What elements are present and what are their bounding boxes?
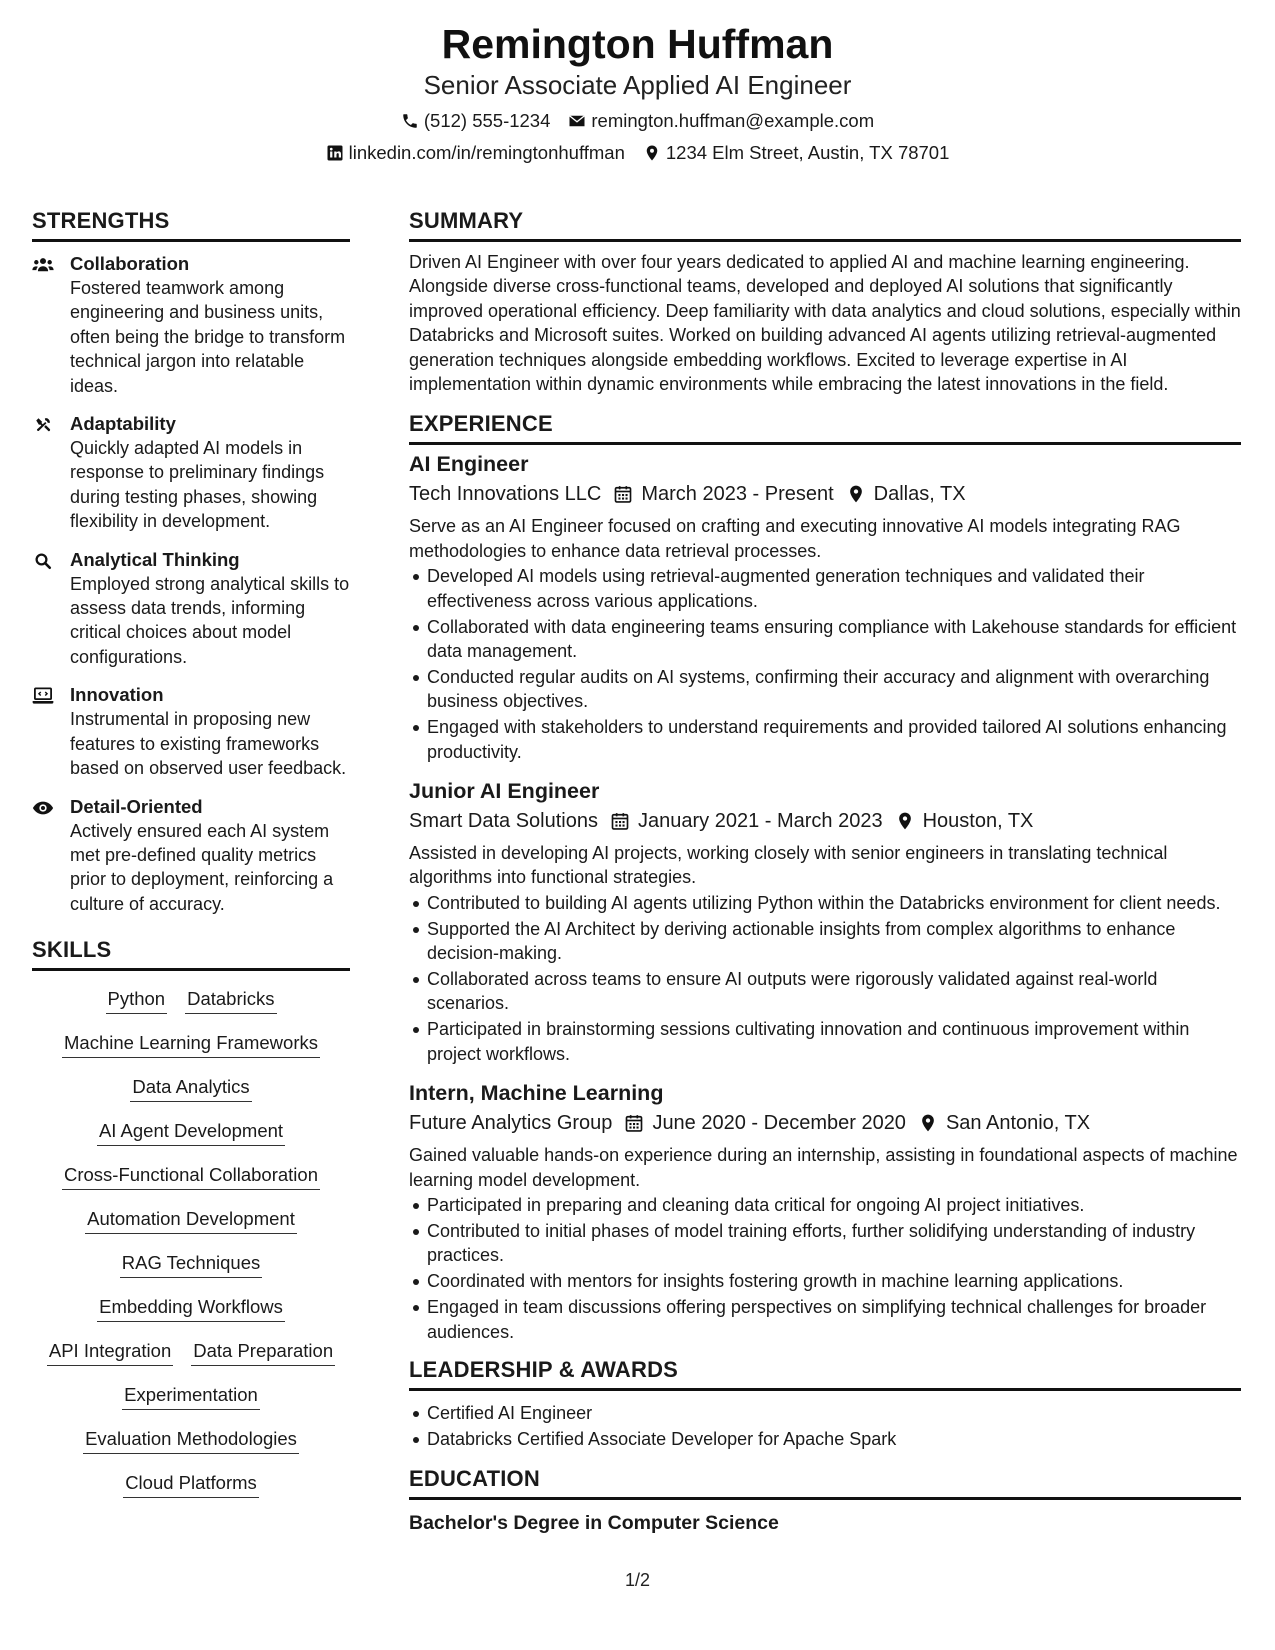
list-item: Certified AI Engineer [427, 1401, 1241, 1425]
section-divider [409, 1388, 1241, 1391]
skill-tag: Automation Development [85, 1207, 297, 1234]
map-pin-icon [846, 484, 866, 504]
section-divider [409, 239, 1241, 242]
page-number: 1/2 [624, 1570, 651, 1590]
address-text: 1234 Elm Street, Austin, TX 78701 [665, 142, 950, 163]
strength-title: Collaboration [70, 253, 190, 274]
strength-text: Instrumental in proposing new features to existing frameworks based on observed user feedback. [70, 709, 347, 779]
awards-list [409, 1401, 1241, 1451]
calendar-icon [624, 1113, 644, 1133]
job-dates: March 2023 - Present [641, 483, 834, 506]
education-degree: Bachelor's Degree in Computer Science [409, 1512, 779, 1535]
strength-text: Quickly adapted AI models in response to preliminary findings during testing phases, showing flexibility in development. [70, 438, 325, 532]
summary-text: Driven AI Engineer with over four years dedicated to applied AI and machine learning engineering. Alongside diverse cross-functional teams, developed and deployed AI solutions that significantly improved operational efficiency. Deep familiarity with data analytics and cloud solutions, especially within Databricks and Microsoft suites. Worked on building advanced AI agents utilizing retrieval-augmented generation techniques alongside embedding workflows. Excited to leverage expertise in AI implementation within dynamic environments while embracing the latest innovations in the field. [409, 252, 1241, 395]
job-meta [409, 1109, 1241, 1137]
job-title: AI Engineer [409, 452, 529, 477]
linkedin-text: linkedin.com/in/remingtonhuffman [348, 142, 625, 163]
company-name: Tech Innovations LLC [409, 483, 602, 506]
job-dates: June 2020 - December 2020 [652, 1112, 906, 1135]
strength-title: Innovation [70, 684, 164, 706]
strength-item [32, 683, 350, 780]
linkedin-contact[interactable] [326, 142, 625, 164]
list-item: Engaged in team discussions offering perspectives on simplifying technical challenges for broader audiences. [427, 1295, 1241, 1344]
job-location: Houston, TX [922, 810, 1034, 832]
strength-item [32, 548, 350, 670]
job-description: Serve as an AI Engineer focused on crafting and executing innovative AI models integrating RAG methodologies to enhance data retrieval processes. [409, 516, 1181, 561]
address-contact [643, 142, 950, 164]
company-name: Smart Data Solutions [409, 810, 598, 832]
skill-tag: Experimentation [122, 1383, 260, 1410]
list-item: Engaged with stakeholders to understand requirements and provided tailored AI solutions enhancing productivity. [427, 715, 1241, 764]
left-column [32, 207, 350, 1515]
contact-row-2 [0, 142, 1275, 164]
laptop-code-icon [32, 687, 54, 705]
calendar-icon [610, 811, 630, 831]
candidate-name: Remington Huffman [441, 21, 834, 67]
skills-list [32, 981, 350, 1498]
job-meta [409, 807, 1241, 835]
section-divider [32, 239, 350, 242]
skill-tag: Data Analytics [130, 1075, 251, 1102]
eye-icon [32, 799, 54, 817]
list-item: Participated in preparing and cleaning data critical for ongoing AI project initiatives. [427, 1193, 1241, 1217]
job-bullets [409, 891, 1241, 1066]
job-bullets [409, 564, 1241, 764]
skill-tag: Cloud Platforms [123, 1471, 259, 1498]
list-item: Coordinated with mentors for insights fostering growth in machine learning applications. [427, 1269, 1241, 1293]
phone-icon [401, 112, 419, 130]
job-entry [409, 1078, 1241, 1344]
calendar-icon [613, 484, 633, 504]
skill-tag: Cross-Functional Collaboration [62, 1163, 320, 1190]
envelope-icon [568, 112, 586, 130]
skill-tag: Data Preparation [191, 1339, 335, 1366]
list-item: Conducted regular audits on AI systems, confirming their accuracy and alignment with overarching business objectives. [427, 665, 1241, 714]
skill-tag: RAG Techniques [120, 1251, 263, 1278]
leadership-heading: LEADERSHIP & AWARDS [409, 1356, 679, 1382]
experience-heading: EXPERIENCE [409, 411, 553, 437]
strength-title: Detail-Oriented [70, 795, 203, 817]
phone-text: (512) 555-1234 [423, 110, 551, 131]
skill-tag: API Integration [47, 1339, 173, 1366]
search-icon [32, 552, 54, 570]
job-title: Junior AI Engineer [409, 779, 600, 803]
summary-heading: SUMMARY [409, 208, 524, 233]
list-item: Developed AI models using retrieval-augmented generation techniques and validated their effectiveness across various applications. [427, 564, 1241, 613]
job-dates: January 2021 - March 2023 [637, 810, 883, 832]
map-pin-icon [918, 1113, 938, 1133]
resume-header [0, 20, 1275, 164]
skill-tag: AI Agent Development [97, 1119, 285, 1146]
map-pin-icon [643, 144, 661, 162]
strength-text: Employed strong analytical skills to assess data trends, informing critical choices about model configurations. [70, 573, 350, 667]
job-location: San Antonio, TX [945, 1112, 1091, 1135]
job-bullets [409, 1193, 1241, 1344]
skill-tag: Python [106, 987, 168, 1014]
linkedin-icon [326, 144, 344, 162]
company-name: Future Analytics Group [409, 1112, 613, 1135]
email-text: remington.huffman@example.com [591, 110, 875, 131]
strength-item [32, 795, 350, 917]
strengths-heading: STRENGTHS [32, 208, 170, 233]
list-item: Contributed to initial phases of model training efforts, further solidifying understanding of industry practices. [427, 1219, 1241, 1268]
list-item: Collaborated across teams to ensure AI outputs were rigorously validated against real-world scenarios. [427, 967, 1241, 1016]
section-divider [409, 1497, 1241, 1500]
strength-title: Adaptability [70, 413, 176, 435]
job-description: Assisted in developing AI projects, working closely with senior engineers in translating technical algorithms into functional strategies. [409, 843, 1168, 888]
strength-item [32, 252, 350, 398]
list-item: Collaborated with data engineering teams ensuring compliance with Lakehouse standards for efficient data management. [427, 615, 1241, 664]
strength-text: Fostered teamwork among engineering and business units, often being the bridge to transform technical jargon into relatable ideas. [70, 278, 346, 396]
list-item: Databricks Certified Associate Developer for Apache Spark [427, 1427, 1241, 1451]
section-divider [409, 442, 1241, 445]
tools-icon [32, 416, 54, 434]
job-entry [409, 776, 1241, 1066]
right-column [409, 207, 1241, 1536]
section-divider [32, 968, 350, 971]
skills-heading: SKILLS [32, 937, 112, 963]
list-item: Contributed to building AI agents utilizing Python within the Databricks environment for client needs. [427, 891, 1241, 915]
list-item: Participated in brainstorming sessions cultivating innovation and continuous improvement within project workflows. [427, 1017, 1241, 1066]
job-meta [409, 480, 1241, 508]
candidate-title: Senior Associate Applied AI Engineer [423, 70, 852, 100]
job-description: Gained valuable hands-on experience during an internship, assisting in foundational aspects of machine learning model development. [409, 1145, 1238, 1190]
map-pin-icon [895, 811, 915, 831]
skill-tag: Evaluation Methodologies [83, 1427, 299, 1454]
phone-contact[interactable] [401, 110, 551, 132]
skill-tag: Machine Learning Frameworks [62, 1031, 320, 1058]
list-item: Supported the AI Architect by deriving actionable insights from complex algorithms to enhance decision-making. [427, 917, 1241, 966]
job-title: Intern, Machine Learning [409, 1081, 664, 1106]
strength-item [32, 412, 350, 534]
job-entry [409, 449, 1241, 764]
strength-text: Actively ensured each AI system met pre-defined quality metrics prior to deployment, reinforcing a culture of accuracy. [70, 820, 334, 914]
education-heading: EDUCATION [409, 1466, 540, 1492]
job-location: Dallas, TX [873, 483, 966, 506]
users-icon [32, 256, 54, 274]
skill-tag: Databricks [185, 987, 276, 1014]
email-contact[interactable] [568, 110, 874, 132]
strength-title: Analytical Thinking [70, 548, 240, 570]
contact-row-1 [0, 110, 1275, 132]
skill-tag: Embedding Workflows [97, 1295, 285, 1322]
